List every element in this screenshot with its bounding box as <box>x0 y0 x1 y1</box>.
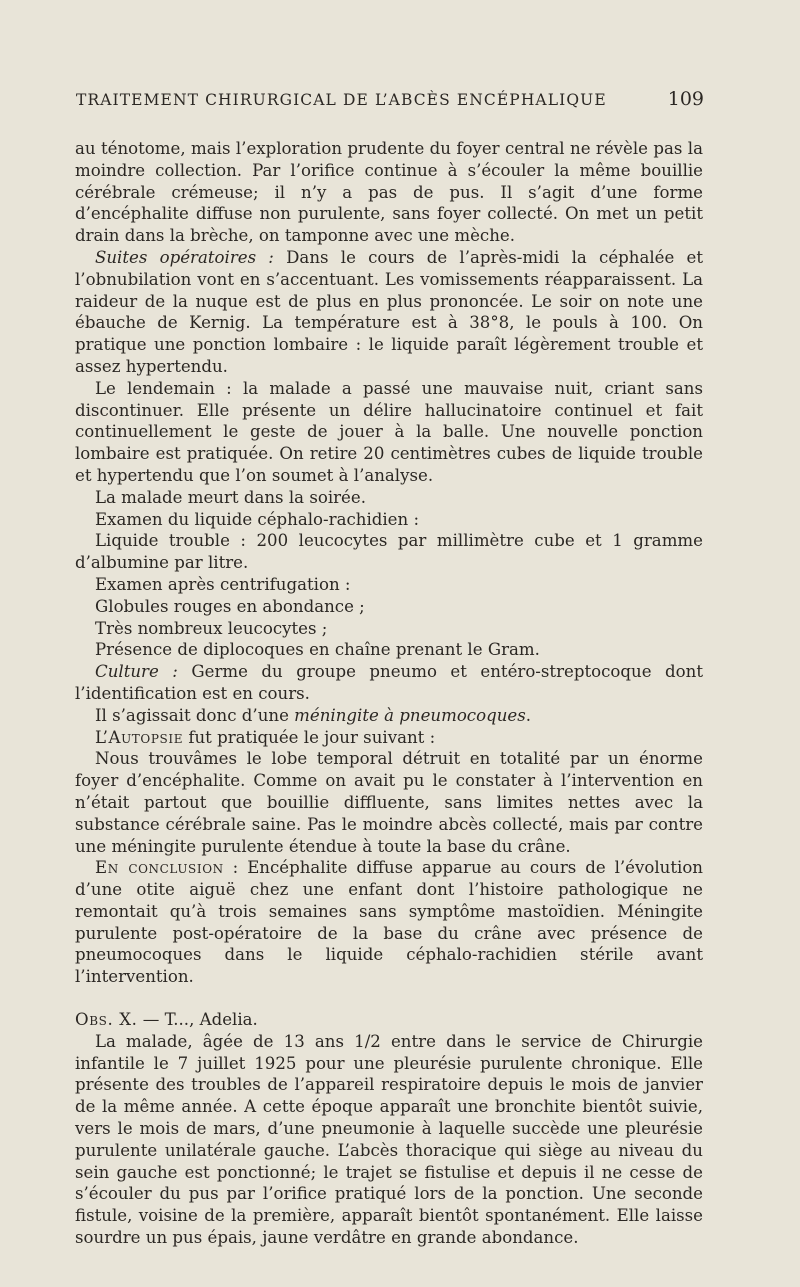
paragraph: Il s’agissait donc d’une méningite à pneumocoques. <box>95 705 532 725</box>
paragraph: La malade meurt dans la soirée. <box>95 487 366 507</box>
paragraph: Le lendemain : la malade a passé une mauvaise nuit, criant sans discontinuer. Elle présente un délire hallucinatoire continuel et fait continuellement le geste de jouer à la balle. Une nouvelle ponction lombaire est pratiquée. On retire 20 centimètres cubes de liquide trouble et hypertendu que l’on soumet à l’analyse. <box>75 378 703 485</box>
observation-label: Obs. X. <box>75 1010 138 1030</box>
running-title: TRAITEMENT CHIRURGICAL DE L’ABCÈS ENCÉPHALIQUE <box>76 91 607 109</box>
diagnosis-italic: méningite à pneumocoques <box>294 705 526 725</box>
paragraph: Examen après centrifugation : <box>95 574 351 594</box>
paragraph: Globules rouges en abondance ; <box>95 596 365 616</box>
page-body <box>75 138 703 1249</box>
paragraph: Très nombreux leucocytes ; <box>95 618 328 638</box>
section-label: En conclusion <box>95 858 224 878</box>
observation-heading: Obs. X. — T..., Adelia. <box>75 1010 258 1030</box>
paragraph: La malade, âgée de 13 ans 1/2 entre dans le service de Chirurgie infantile le 7 juillet 1925 pour une pleurésie purulente chronique. Elle présente des troubles de l’appareil respiratoire depuis le mois de janvier de la même année. A cette époque apparaît une bronchite bientôt suivie, vers le mois de mars, d’une pneumonie à laquelle succède une pleurésie purulente unilatérale gauche. L’abcès thoracique qui siège au niveau du sein gauche est ponctionné; le trajet se fistulise et depuis il ne cesse de s’écouler du pus par l’orifice pratiqué lors de la ponction. Une seconde fistule, voisine de la première, apparaît bientôt spontanément. Elle laisse sourdre un pus épais, jaune verdâtre en grande abondance. <box>75 1031 703 1248</box>
paragraph: Liquide trouble : 200 leucocytes par millimètre cube et 1 gramme d’albumine par litre. <box>75 531 703 573</box>
paragraph: Examen du liquide céphalo-rachidien : <box>95 509 420 529</box>
paragraph: En conclusion : Encéphalite diffuse apparue au cours de l’évolution d’une otite aiguë chez une enfant dont l’histoire pathologique ne remontait qu’à trois semaines sans symptôme mastoïdien. Méningite purulente post-opératoire de la base du crâne avec présence de pneumocoques dans le liquide céphalo-rachidien stérile avant l’intervention. <box>75 858 703 987</box>
paragraph-lead: Culture : <box>95 662 178 682</box>
paragraph: au ténotome, mais l’exploration prudente du foyer central ne révèle pas la moindre collection. Par l’orifice continue à s’écouler la même bouillie cérébrale crémeuse; il n’y a pas de pus. Il s’agit d’une forme d’encéphalite diffuse non purulente, sans foyer collecté. On met un petit drain dans la brèche, on tamponne avec une mèche. <box>75 139 703 246</box>
paragraph-lead: Suites opératoires : <box>95 247 274 267</box>
running-header <box>76 88 704 110</box>
page-number: 109 <box>667 88 704 110</box>
paragraph: Culture : Germe du groupe pneumo et entéro-streptocoque dont l’identification est en cours. <box>75 662 704 703</box>
paragraph: Nous trouvâmes le lobe temporal détruit en totalité par un énorme foyer d’encéphalite. Comme on avait pu le constater à l’intervention en n’était partout que bouillie diffluente, sans limites nettes avec la substance cérébrale saine. Pas le moindre abcès collecté, mais par contre une méningite purulente étendue à toute la base du crâne. <box>75 749 703 856</box>
paragraph: L’Autopsie fut pratiquée le jour suivant : <box>95 727 436 747</box>
section-label: L’Autopsie <box>95 727 184 747</box>
paragraph: Suites opératoires : Dans le cours de l’après-midi la céphalée et l’obnubilation vont en s’accentuant. Les vomissements réapparaissent. La raideur de la nuque est de plus en plus prononcée. Le soir on note une ébauche de Kernig. La température est à 38°8, le pouls à 100. On pratique une ponction lombaire : le liquide paraît légèrement trouble et assez hypertendu. <box>75 247 703 376</box>
paragraph: Présence de diplocoques en chaîne prenant le Gram. <box>95 640 540 660</box>
